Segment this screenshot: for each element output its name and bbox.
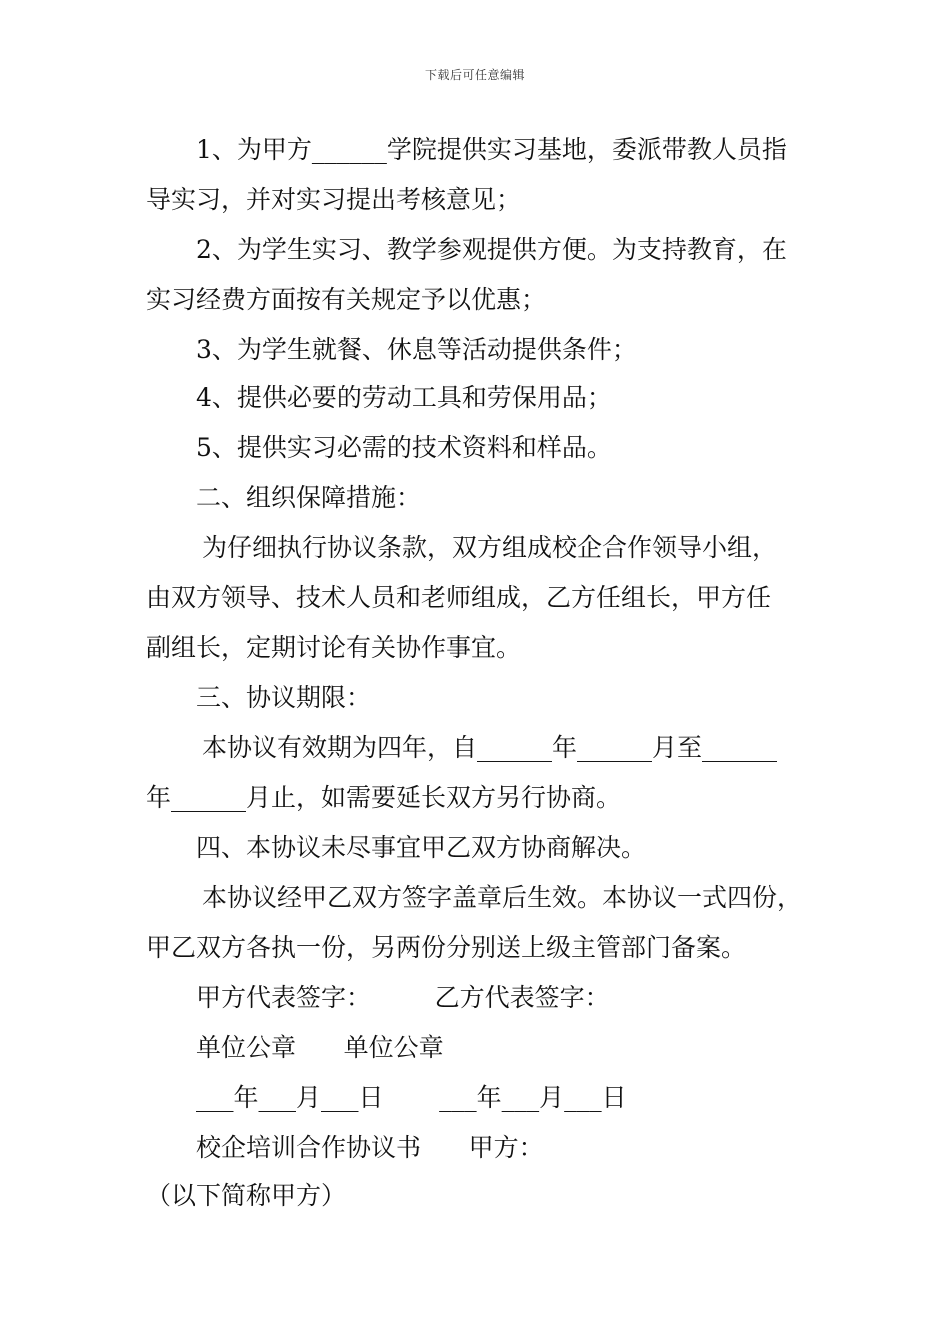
paragraph-line: 副组长，定期讨论有关协作事宜。 (146, 633, 522, 662)
section-heading: 四、本协议未尽事宜甲乙双方协商解决。 (196, 833, 647, 862)
date-line: ___年___月___日 ___年___月___日 (196, 1083, 627, 1112)
paragraph-line: 5、提供实习必需的技术资料和样品。 (196, 433, 612, 462)
paragraph-line: 1、为甲方______学院提供实习基地，委派带教人员指 (196, 135, 787, 164)
paragraph-line: 甲乙双方各执一份，另两份分别送上级主管部门备案。 (146, 933, 747, 962)
paragraph-line: 导实习，并对实习提出考核意见； (146, 185, 522, 214)
section-heading: 二、组织保障措施： (196, 483, 422, 512)
seal-line: 单位公章 单位公章 (196, 1033, 444, 1062)
paragraph-line: 4、提供必要的劳动工具和劳保用品； (196, 383, 612, 412)
paragraph-line: 年______月止，如需要延长双方另行协商。 (146, 783, 622, 812)
paragraph-line: 2、为学生实习、教学参观提供方便。为支持教育，在 (196, 235, 787, 264)
agreement-title-line: 校企培训合作协议书 甲方： (196, 1133, 544, 1162)
page-header: 下载后可任意编辑 (424, 68, 525, 82)
paragraph-line: 由双方领导、技术人员和老师组成，乙方任组长，甲方任 (146, 583, 772, 612)
paragraph-line: 实习经费方面按有关规定予以优惠； (146, 285, 547, 314)
section-heading: 三、协议期限： (196, 683, 372, 712)
paragraph-line: 本协议经甲乙双方签字盖章后生效。本协议一式四份， (202, 883, 803, 912)
paragraph-line: 本协议有效期为四年，自______年______月至______ (202, 733, 778, 762)
paragraph-line: 3、为学生就餐、休息等活动提供条件； (196, 335, 637, 364)
paragraph-line: 为仔细执行协议条款，双方组成校企合作领导小组， (202, 533, 778, 562)
signature-line: 甲方代表签字： 乙方代表签字： (196, 983, 610, 1012)
paragraph-line: （以下简称甲方） (146, 1181, 347, 1210)
